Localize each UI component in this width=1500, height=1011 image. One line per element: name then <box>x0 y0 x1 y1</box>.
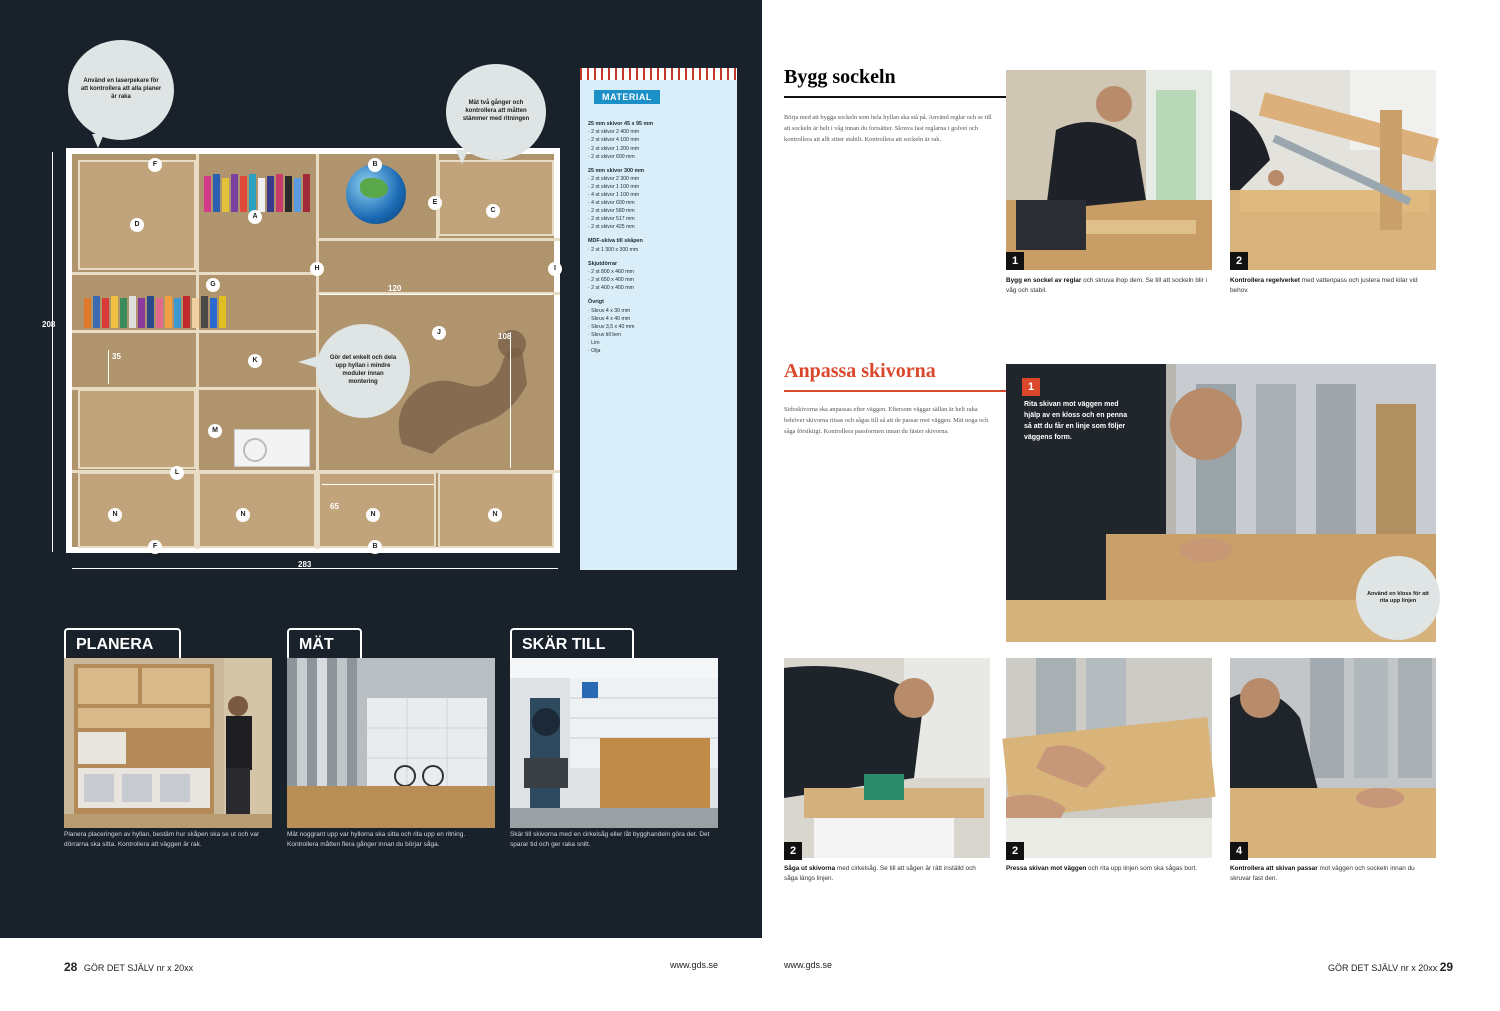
material-item: · Skruv 3,5 x 40 mm <box>588 323 635 330</box>
tip-bubble-right: Använd en kloss för att rita upp linjen <box>1356 556 1440 640</box>
photo-sockel-2 <box>1230 70 1436 270</box>
right-footer <box>762 938 1500 1011</box>
right-dim: 108 <box>498 332 512 341</box>
left-page-folio <box>64 960 193 974</box>
step-text: Mät noggrant upp var hyllorna ska sitta och rita upp en ritning. Kontrollera måtten flera gånger innan du börjar såga. <box>287 831 466 849</box>
part-label: E <box>428 196 442 210</box>
material-title: MATERIAL <box>594 90 660 104</box>
air-conditioner-unit <box>234 429 310 467</box>
part-label: M <box>208 424 222 438</box>
step-text: Skär till skivorna med en cirkelsåg eller låt bygghandeln göra det. Det sparar tid och ger raka snitt. <box>510 831 710 849</box>
photo-sockel-1 <box>1006 70 1212 270</box>
material-item: · 2 st skivor 1 100 mm <box>588 184 640 191</box>
part-label: G <box>206 278 220 292</box>
step-title: PLANERA <box>64 628 181 658</box>
left-page <box>0 0 762 938</box>
photo-caption: Kontrollera att skivan passar mot väggen och sockeln innan du skruvar fast den. <box>1230 865 1415 883</box>
photo-number: 1 <box>1006 252 1024 270</box>
material-item: · 2 st 650 x 400 mm <box>588 277 634 284</box>
right-page-folio <box>1328 960 1457 974</box>
photo-anpassa-saw <box>784 658 990 858</box>
body-anpassa-skivorna: Sidoskivorna ska anpassas efter väggen. Eftersom väggar sällan är helt raka behöver skivorna ritsas och sågas till så att de passar mot väggen. Mät noga och såga försiktigt. Kontrollera passformen innan du fäster skivorna. <box>784 406 989 436</box>
issue: nr x 20xx <box>156 963 194 973</box>
material-section-heading: Övrigt <box>588 299 604 306</box>
material-section-heading: 25 mm skivor 45 x 95 mm <box>588 121 654 127</box>
part-label: B <box>368 540 382 554</box>
photo-number: 4 <box>1230 842 1248 860</box>
overlay-number: 1 <box>1022 378 1040 396</box>
photo-number: 2 <box>1006 842 1024 860</box>
photo-caption: Kontrollera regelverket med vattenpass och justera med kilar vid behov. <box>1230 277 1418 295</box>
shelf-drawing <box>66 148 560 553</box>
tip-bubble-middle: Gör det enkelt och dela upp hyllan i mindre moduler innan montering <box>316 324 410 418</box>
width-dim-line <box>72 568 558 569</box>
part-label: N <box>366 508 380 522</box>
part-label: F <box>148 540 162 554</box>
material-item: · 2 st skivor 580 mm <box>588 208 635 215</box>
heading-bygg-sockeln: Bygg sockeln <box>784 66 896 88</box>
cabinet-panel <box>438 160 554 236</box>
part-label: N <box>488 508 502 522</box>
part-label: N <box>108 508 122 522</box>
overlay-caption: Rita skivan mot väggen med hjälp av en kloss och en penna så att du får en linje som följer väggens form. <box>1024 401 1128 441</box>
photo-number: 2 <box>1230 252 1248 270</box>
material-item: · Skruv 4 x 30 mm <box>588 307 631 314</box>
material-item: · 2 st skivor 4 100 mm <box>588 137 640 144</box>
issue: nr x 20xx <box>1400 963 1438 973</box>
page-number: 28 <box>64 960 78 974</box>
part-label: N <box>236 508 250 522</box>
cabinet-panel <box>198 472 316 548</box>
photo-anpassa-check <box>1230 658 1436 858</box>
part-label: J <box>432 326 446 340</box>
material-item: · 2 st 400 x 400 mm <box>588 285 634 292</box>
step-photo <box>510 658 718 828</box>
material-item: · Skruv 4 x 40 mm <box>588 315 631 322</box>
material-item: · 2 st skivor 2 400 mm <box>588 129 640 136</box>
photo-anpassa-press <box>1006 658 1212 858</box>
step-photo <box>287 658 495 828</box>
part-label: K <box>248 354 262 368</box>
magazine-name: GÖR DET SJÄLV <box>83 963 155 973</box>
material-item: · 2 st 1 300 x 300 mm <box>588 246 639 253</box>
material-section-heading: 25 mm skivor 300 mm <box>588 167 645 174</box>
material-item: · 2 st skivor 600 mm <box>588 153 635 160</box>
heading-anpassa-skivorna: Anpassa skivorna <box>784 360 936 382</box>
heading-rule <box>784 96 1006 98</box>
unit-dim: 65 <box>330 502 339 511</box>
material-item: · 2 st skivor 1 200 mm <box>588 145 640 152</box>
photo-caption: Pressa skivan mot väggen och rita upp linjen som ska sågas bort. <box>1006 865 1198 872</box>
material-item: · Olja <box>588 348 601 355</box>
material-section-heading: Skjutdörrar <box>588 260 618 267</box>
tip-bubble-top-left: Använd en laserpekare för att kontrollera att alla planer är raka <box>68 40 174 140</box>
height-dim: 208 <box>42 320 56 329</box>
part-label: F <box>148 158 162 172</box>
material-item: · 4 st skivor 1 100 mm <box>588 192 640 199</box>
right-url: www.gds.se <box>784 960 833 970</box>
material-item: · 2 st skivor 425 mm <box>588 224 635 231</box>
part-label: I <box>548 262 562 276</box>
step-photo <box>64 658 272 828</box>
cabinet-panel <box>78 472 196 548</box>
photo-caption: Såga ut skivorna med cirkelsåg. Se till att sågen är rätt inställd och såga längs linjen. <box>784 865 976 883</box>
cabinet-panel <box>78 160 196 270</box>
books-middle <box>84 296 226 328</box>
photo-number: 2 <box>784 842 802 860</box>
material-list <box>580 68 737 570</box>
material-item: · 2 st skivor 517 mm <box>588 216 635 223</box>
heading-rule <box>784 390 1006 392</box>
part-label: C <box>486 204 500 218</box>
books-top <box>204 174 310 212</box>
magazine-name: GÖR DET SJÄLV <box>1328 963 1399 973</box>
notepad-spiral <box>580 68 737 80</box>
cabinet-panel <box>78 389 196 469</box>
left-url: www.gds.se <box>670 960 719 970</box>
height-dim-line <box>52 152 53 552</box>
width-dim: 283 <box>298 560 312 569</box>
page-number: 29 <box>1439 960 1454 974</box>
tip-bubble-top-right: Mät två gånger och kontrollera att måtten stämmer med ritningen <box>446 64 546 160</box>
left-footer <box>0 938 762 1011</box>
material-item: · 2 st 800 x 460 mm <box>588 269 634 276</box>
photo-caption: Bygg en sockel av reglar och skruva ihop dem. Se till att sockeln blir i våg och stabil. <box>1006 277 1208 295</box>
step-text: Planera placeringen av hyllan, bestäm hur skåpen ska se ut och var dörrarna ska sitta. Kontrollera att väggen är rak. <box>64 831 260 849</box>
step-title: MÄT <box>287 628 362 658</box>
part-label: B <box>368 158 382 172</box>
part-label: H <box>310 262 324 276</box>
mid-dim: 120 <box>388 284 402 293</box>
globe <box>346 164 406 224</box>
material-section-heading: MDF-skiva till skåpen <box>588 238 643 245</box>
body-bygg-sockeln: Börja med att bygga sockeln som hela hyllan ska stå på. Använd reglar och se till att sockeln är helt i våg innan du fortsätter. Skruva fast reglarna i golvet och kontrollera att allt sitter stabilt. Kontrollera att sockeln är rak. <box>784 114 992 144</box>
part-label: L <box>170 466 184 480</box>
material-body <box>588 114 730 355</box>
shelf-dim: 35 <box>112 352 121 361</box>
step-title: SKÄR TILL <box>510 628 634 658</box>
material-item: · 2 st skivor 2 300 mm <box>588 176 640 182</box>
part-label: A <box>248 210 262 224</box>
material-item: · 4 st skivor 600 mm <box>588 200 635 207</box>
part-label: D <box>130 218 144 232</box>
material-item: · Lim <box>588 340 600 347</box>
material-item: · Skruv till ben <box>588 332 621 338</box>
